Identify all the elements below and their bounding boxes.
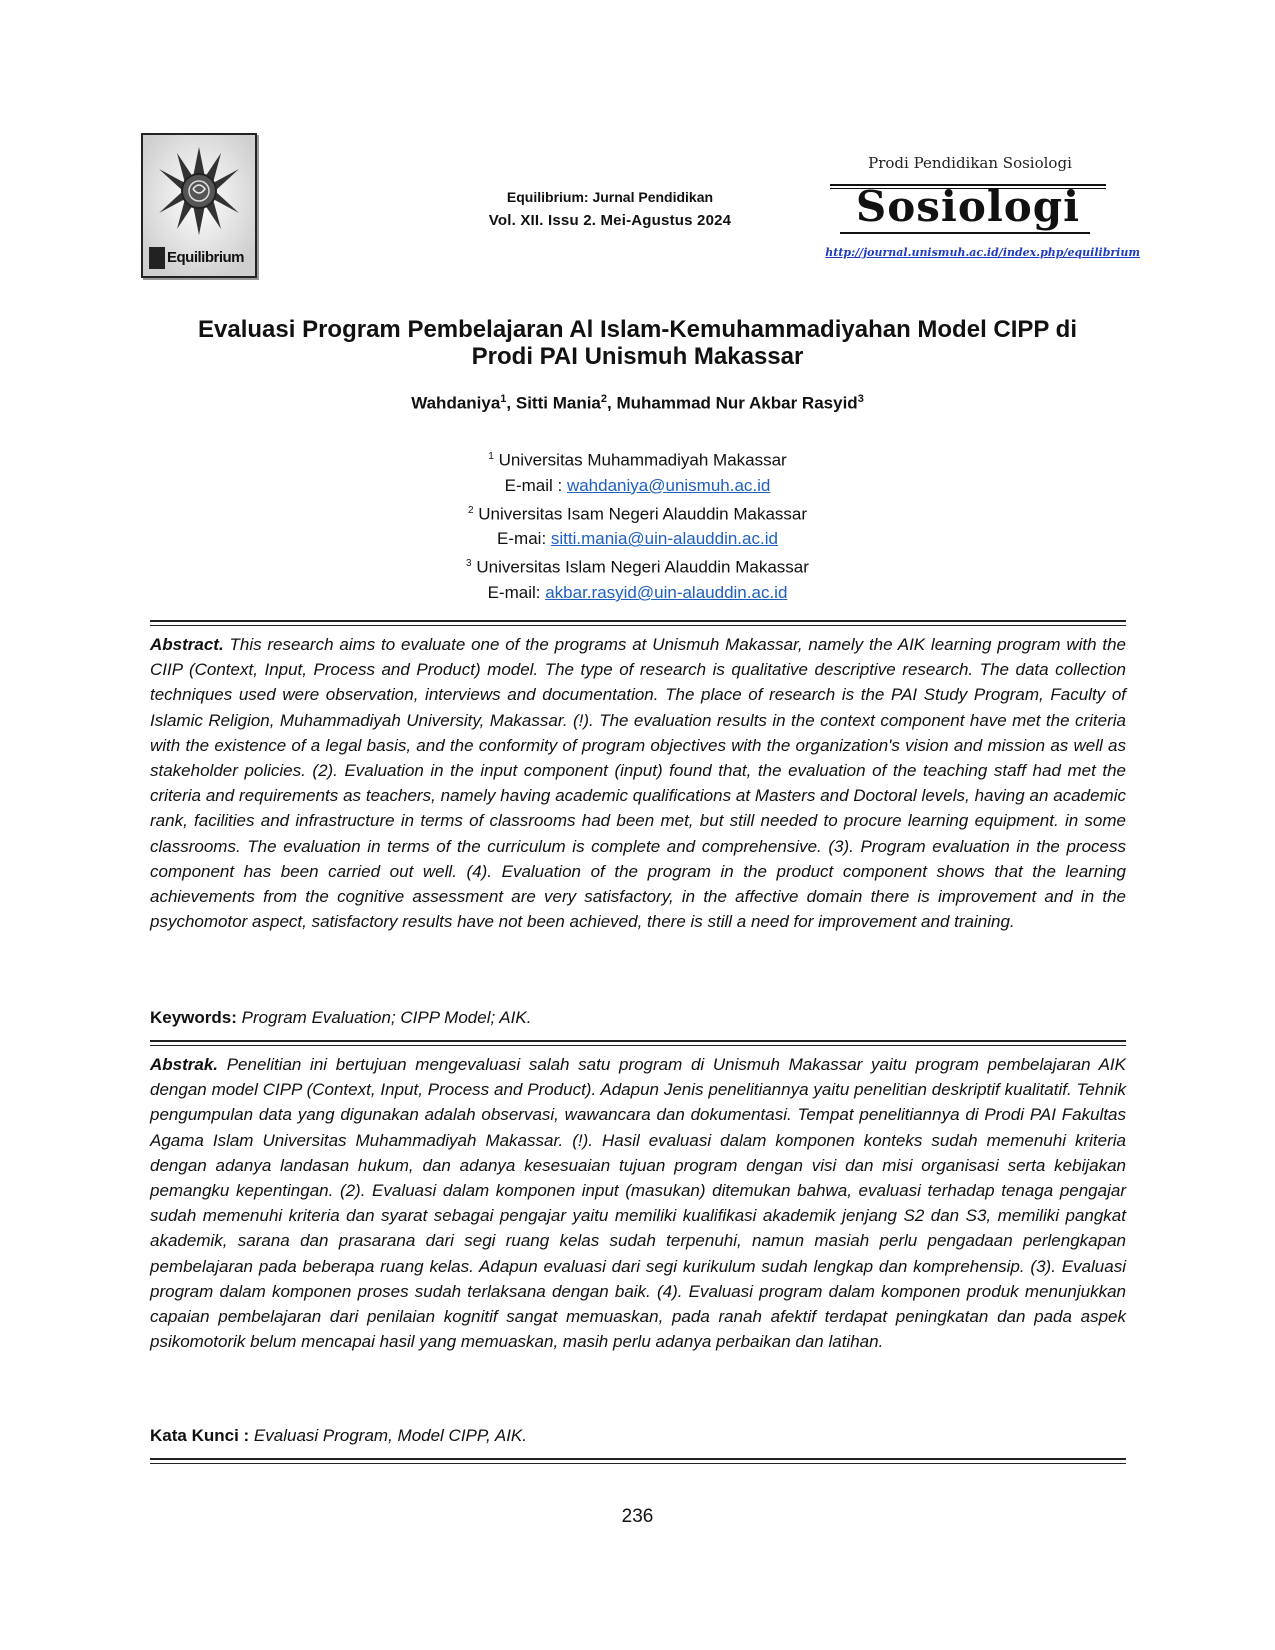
author-affiliation-mark: 1 (500, 393, 507, 405)
keywords-indonesian (150, 1426, 1126, 1446)
affiliation-line (150, 551, 1125, 580)
affiliation-line (150, 444, 1125, 473)
brand-divider-bottom (840, 232, 1090, 234)
email-link[interactable]: akbar.rasyid@uin-alauddin.ac.id (545, 582, 788, 602)
journal-name: Equilibrium: Jurnal Pendidikan (506, 189, 714, 205)
kata-kunci-text: Evaluasi Program, Model CIPP, AIK. (253, 1426, 527, 1445)
email-line (150, 473, 1125, 498)
kata-kunci-label: Kata Kunci : (150, 1426, 250, 1445)
prodi-label: Prodi Pendidikan Sosiologi (868, 154, 1072, 172)
author-separator: , (506, 393, 516, 413)
abstract-indonesian (150, 1052, 1126, 1354)
institution-name: Universitas Muhammadiyah Makassar (498, 450, 787, 470)
author-affiliation-mark: 3 (857, 393, 864, 405)
email-label: E-mail: (487, 582, 546, 602)
abstract-label: Abstract. (150, 635, 224, 654)
institution-name: Universitas Islam Negeri Alauddin Makassar (476, 557, 809, 577)
affiliation-mark: 2 (467, 504, 474, 516)
author-name: Muhammad Nur Akbar Rasyid (616, 393, 858, 413)
journal-issue: Vol. XII. Issu 2. Mei-Agustus 2024 (488, 212, 732, 229)
title-line: Prodi PAI Unismuh Makassar (471, 343, 804, 370)
email-label: E-mail : (504, 475, 567, 495)
keywords-text: Program Evaluation; CIPP Model; AIK. (241, 1008, 532, 1027)
abstrak-label: Abstrak. (150, 1055, 219, 1074)
email-line (150, 526, 1125, 551)
abstract-text: This research aims to evaluate one of the programs at Unismuh Makassar, namely the AIK learning program with the CIIP (Context, Input, Process and Product) model. The type of research is qualitative descriptive research. The data collection techniques used were observation, interviews and documentation. The place of research is the PAI Study Program, Faculty of Islamic Religion, Muhammadiyah University, Makassar. (!). The evaluation results in the context component have met the criteria with the existence of a legal basis, and the conformity of program objectives with the organization's vision and mission as well as stakeholder policies. (2). Evaluation in the input component (input) found that, the evaluation of the teaching staff had met the criteria and requirements as teachers, namely having academic qualifications at Masters and Doctoral levels, having an academic rank, facilities and infrastructure in terms of classrooms had been met, but still needed to procure learning equipment. in some classrooms. The evaluation in terms of the curriculum is complete and comprehensive. (3). Program evaluation in the process component has been carried out well. (4). Evaluation of the program in the product component shows that the learning achievements from the cognitive assessment are very satisfactory, in the affective domain there is improvement and in the psychomotor aspect, satisfactory results have not been achieved, there is still a need for improvement and training. (150, 635, 1126, 932)
journal-info (420, 186, 800, 232)
keywords-english (150, 1008, 1126, 1028)
institution-name: Universitas Isam Negeri Alauddin Makassar (478, 504, 808, 524)
journal-url-link[interactable]: http://journal.unismuh.ac.id/index.php/equilibrium (825, 246, 1140, 259)
email-link[interactable]: sitti.mania@uin-alauddin.ac.id (550, 529, 778, 549)
section-divider (150, 1458, 1126, 1464)
email-line (150, 580, 1125, 605)
brand-wordmark: Sosiologi (855, 182, 1081, 231)
author-name: Sitti Mania (515, 393, 601, 413)
journal-logo (141, 133, 257, 278)
section-divider (150, 620, 1126, 626)
logo-wordmark: Equilibrium (167, 249, 244, 266)
page-number: 236 (621, 1506, 654, 1527)
email-label: E-mai: (497, 529, 551, 549)
author-affiliation-mark: 2 (600, 393, 608, 405)
section-divider (150, 1040, 1126, 1046)
affiliation-mark: 3 (466, 558, 472, 570)
author-name: Wahdaniya (411, 393, 501, 413)
title-line: Evaluasi Program Pembelajaran Al Islam-Kemuhammadiyahan Model CIPP di (198, 316, 1077, 343)
affiliation-line (150, 498, 1125, 527)
affiliation-mark: 1 (488, 451, 494, 462)
abstrak-text: Penelitian ini bertujuan mengevaluasi salah satu program di Unismuh Makassar yaitu program pembelajaran AIK dengan model CIPP (Context, Input, Process and Product). Adapun Jenis penelitiannya yaitu penelitian deskriptif kualitatif. Tehnik pengumpulan data yang digunakan adalah observasi, wawancara dan dokumentasi. Tempat penelitiannya di Prodi PAI Fakultas Agama Islam Universitas Muhammadiyah Makassar. (!). Hasil evaluasi dalam komponen konteks sudah memenuhi kriteria dengan adanya landasan hukum, dan adanya kesesuaian tujuan program dengan visi dan misi organisasi serta kebijakan pemangku kepentingan. (2). Evaluasi dalam komponen input (masukan) ditemukan bahwa, evaluasi terhadap tenaga pengajar sudah memenuhi kriteria dan syarat sebagai pengajar yaitu memiliki kualifikasi akademik jenjang S2 dan S3, memiliki pangkat akademik, sarana dan prasarana dari segi ruang kelas sudah terpenuhi, namun masiah perlu pengadaan perlengkapan pembelajaran pada beberapa ruang kelas. Adapun evaluasi dari segi kurikulum sudah lengkap dan komprehensip. (3). Evaluasi program dalam komponen proses sudah terlaksana dengan baik. (4). Evaluasi program dalam komponen produk menunjukkan capaian pembelajaran dari penilaian kognitif sangat memuaskan, pada ranah afektif terdapat peningkatan dan pada aspek psikomotorik belum mencapai hasil yang memuaskan, masih perlu adanya perbaikan dan latihan. (150, 1055, 1126, 1352)
affiliation-block (150, 444, 1125, 605)
author-separator: , (607, 393, 617, 413)
keywords-label: Keywords: (150, 1008, 237, 1027)
author-list (150, 393, 1125, 414)
abstract-english (150, 632, 1126, 934)
email-link[interactable]: wahdaniya@unismuh.ac.id (566, 475, 771, 495)
paper-title (150, 316, 1125, 370)
